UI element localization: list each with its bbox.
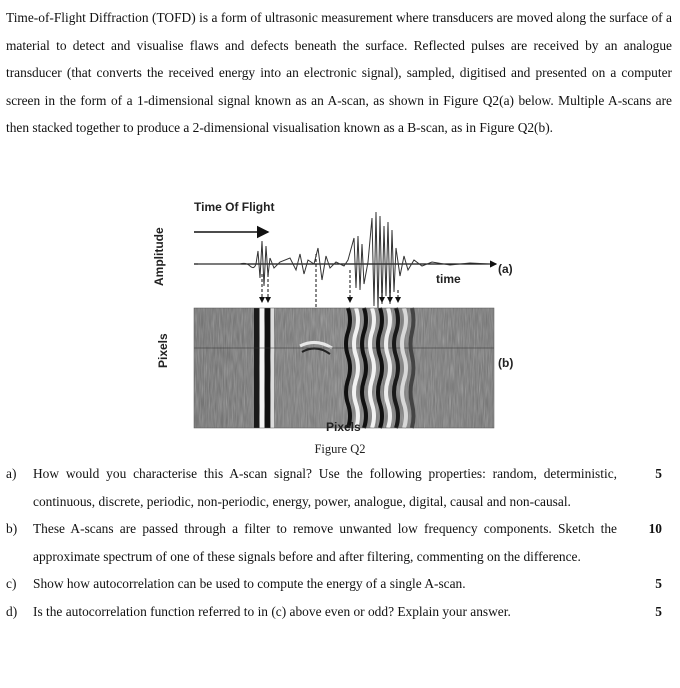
question-d	[6, 598, 672, 626]
question-a	[6, 460, 672, 515]
b-scan-image	[194, 308, 494, 428]
time-label: time	[436, 272, 461, 286]
question-b	[6, 515, 672, 570]
figure-q2	[150, 196, 530, 462]
pixels-y-axis-label: Pixels	[156, 333, 170, 368]
pixels-x-axis-label: Pixels	[326, 420, 361, 434]
question-c	[6, 570, 672, 598]
question-text: How would you characterise this A-scan signal? Use the following properties: random, deterministic, continuous, discrete, periodic, non-periodic, energy, power, analogue, digital, causal and non-causal.	[33, 466, 617, 509]
question-letter: d)	[6, 603, 18, 619]
question-text: Is the autocorrelation function referred to in (c) above even or odd? Explain your answer.	[33, 603, 511, 619]
label-b: (b)	[498, 356, 514, 370]
question-text: Show how autocorrelation can be used to compute the energy of a single A-scan.	[33, 576, 466, 592]
question-marks: 5	[655, 576, 662, 592]
question-marks: 5	[655, 466, 662, 481]
question-marks: 5	[655, 603, 662, 619]
figure-caption: Figure Q2	[314, 442, 366, 456]
label-a: (a)	[498, 262, 513, 276]
question-letter: b)	[6, 521, 18, 537]
question-letter: c)	[6, 576, 17, 592]
amplitude-axis-label: Amplitude	[152, 227, 166, 286]
question-letter: a)	[6, 466, 17, 481]
question-marks: 10	[648, 521, 662, 537]
question-text: These A-scans are passed through a filter to remove unwanted low frequency components. Sketch the approximate spectrum of one of these signals before and after filtering, commenting on the difference.	[33, 521, 617, 564]
intro-text: Time-of-Flight Diffraction (TOFD) is a form of ultrasonic measurement where transducers are moved along the surface of a material to detect and visualise flaws and defects beneath the surface. Reflected pulses are received by an analogue transducer (that converts the received energy into an electronic signal), sampled, digitised and presented on a computer screen in the form of a 1-dimensional signal known as an A-scan, as shown in Figure Q2(a) below. Multiple A-scans are then stacked together to produce a 2-dimensional visualisation known as a B-scan, as in Figure Q2(b).	[6, 10, 672, 136]
intro-paragraph	[6, 4, 672, 142]
a-scan-waveform	[198, 212, 490, 310]
time-of-flight-label: Time Of Flight	[194, 200, 275, 214]
questions-list	[6, 460, 672, 626]
